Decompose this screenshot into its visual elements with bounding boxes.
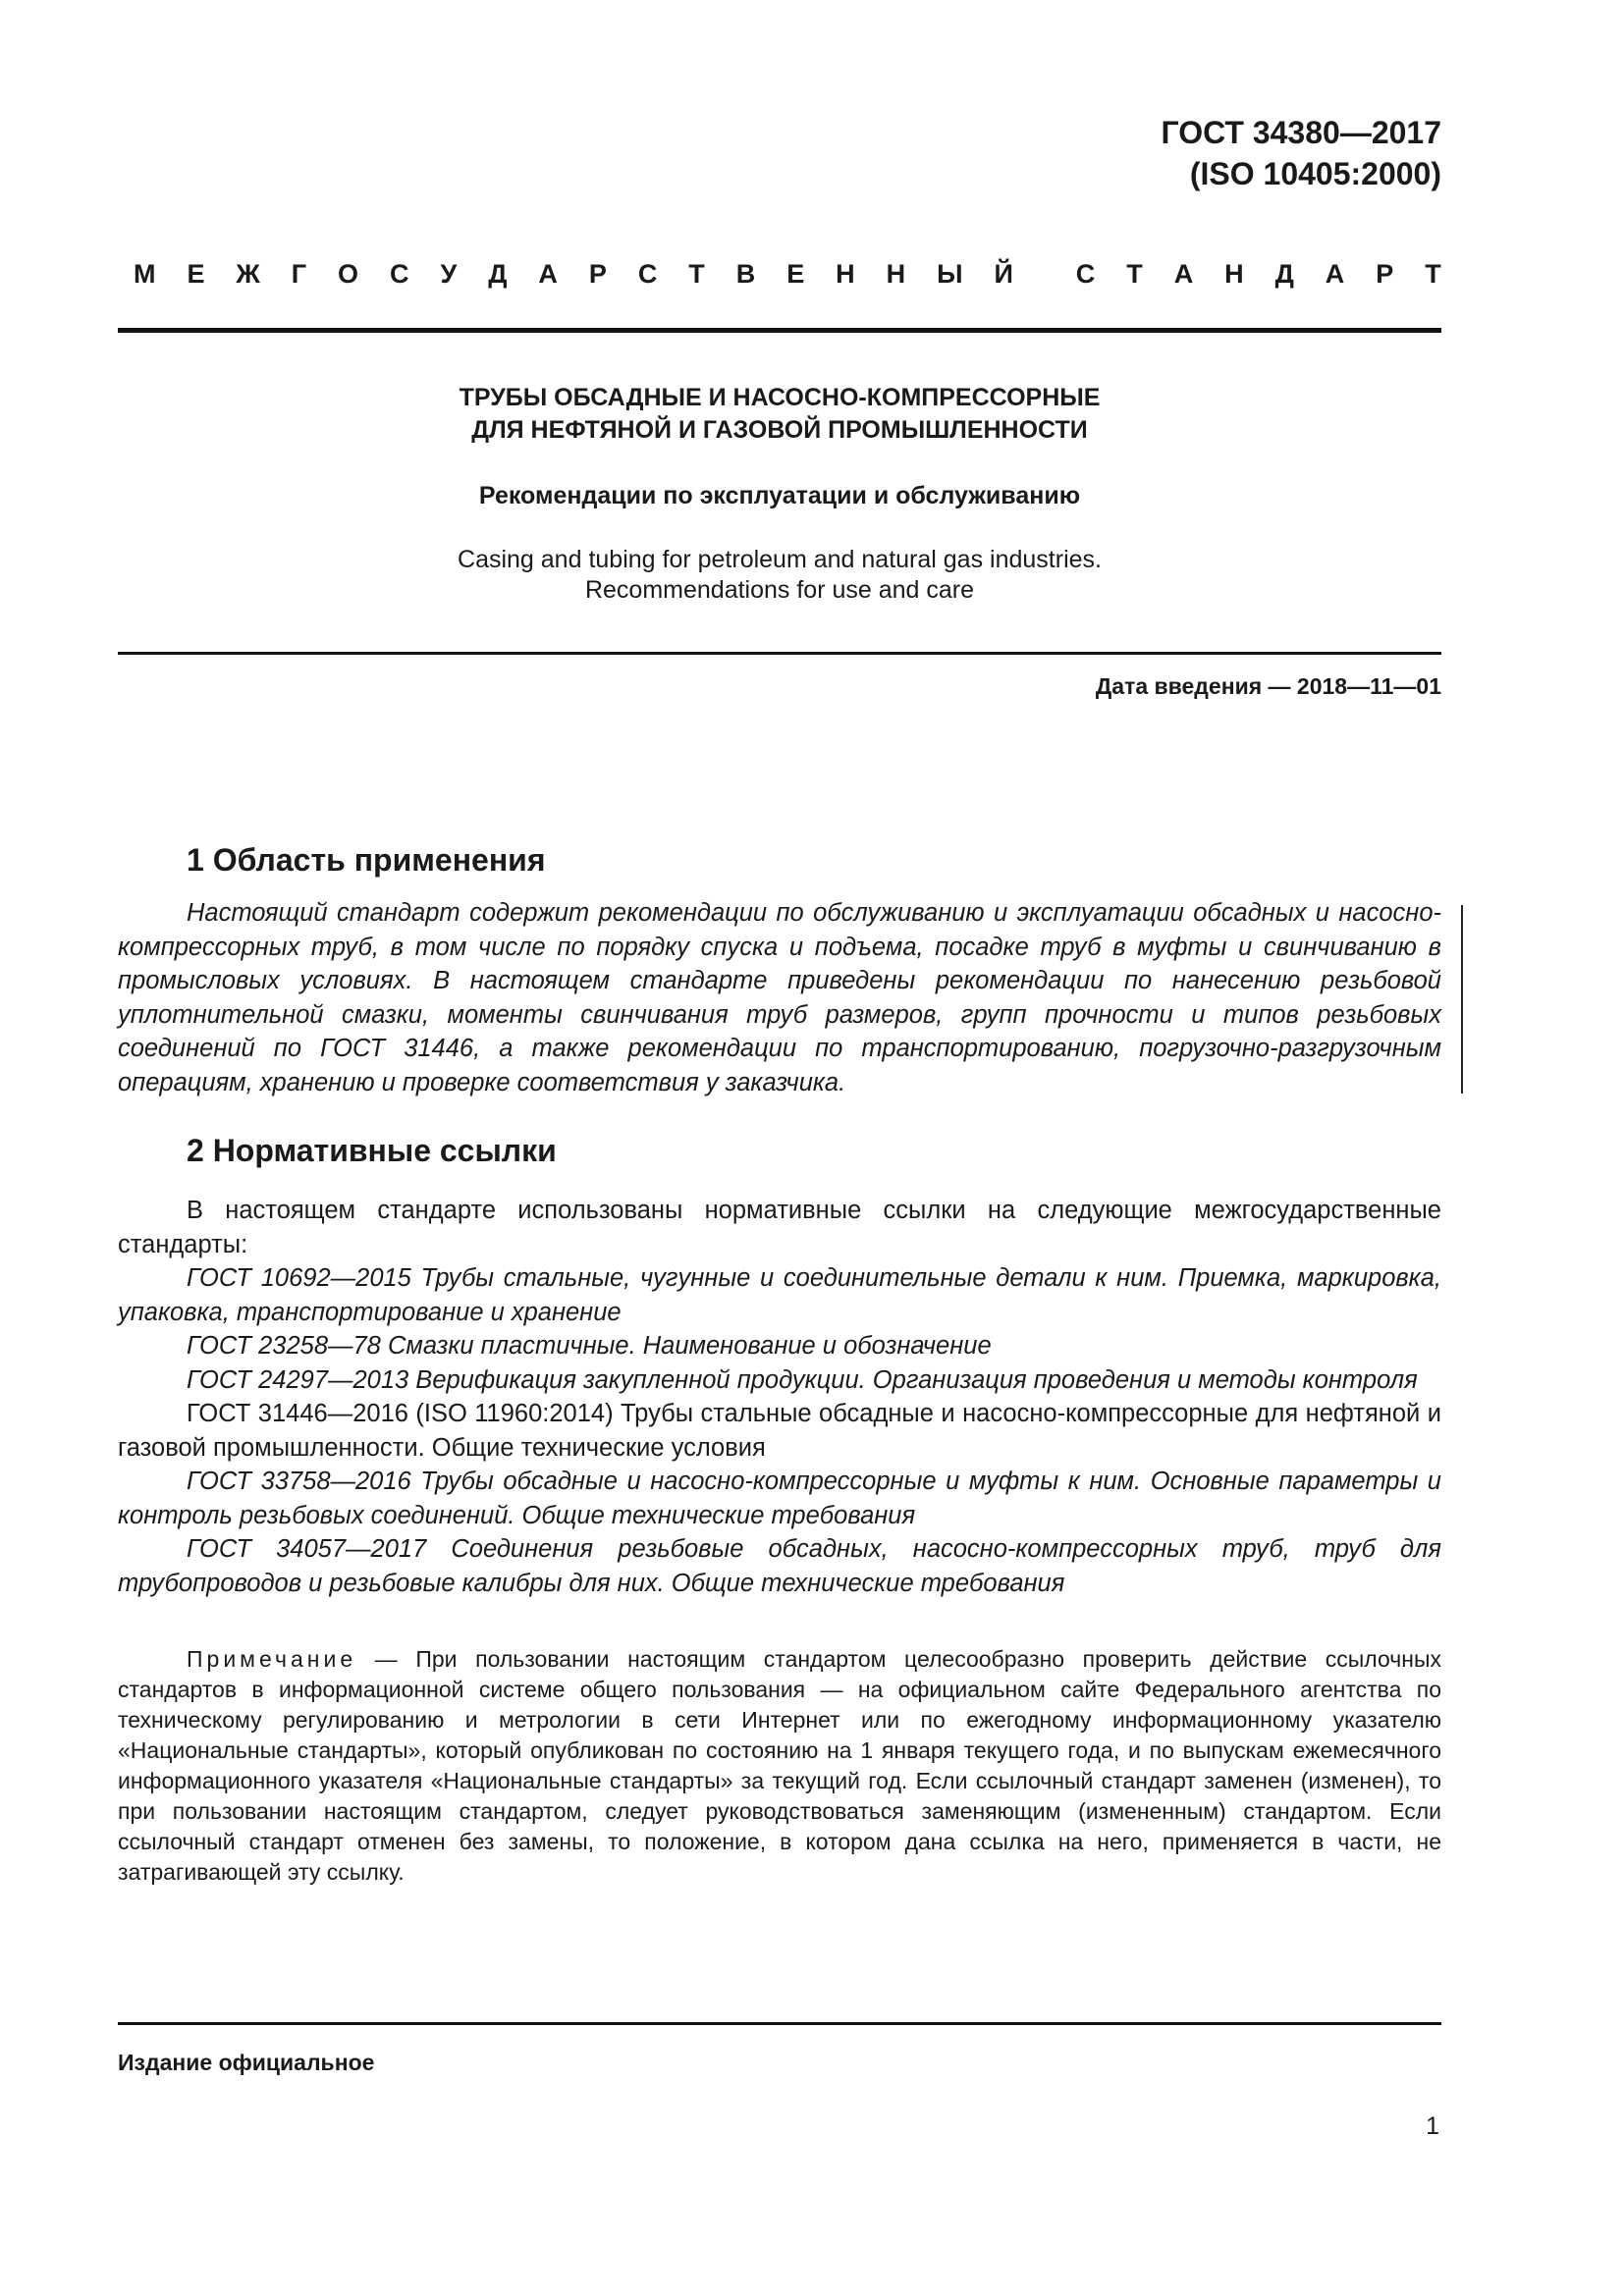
banner-letter: Ж <box>236 259 260 289</box>
title-ru-line2: ДЛЯ НЕФТЯНОЙ И ГАЗОВОЙ ПРОМЫШЛЕННОСТИ <box>471 416 1088 444</box>
interstate-standard-banner <box>134 259 1441 290</box>
banner-letter: Е <box>187 259 205 289</box>
banner-letter: М <box>134 259 156 289</box>
gost-number: ГОСТ 34380—2017 <box>1161 115 1441 150</box>
title-divider <box>118 652 1441 655</box>
note-label: Примечание <box>187 1646 357 1672</box>
iso-number: (ISO 10405:2000) <box>1189 156 1441 191</box>
banner-letter: Т <box>1126 259 1143 289</box>
banner-letter: У <box>440 259 458 289</box>
page-number: 1 <box>1426 2112 1439 2140</box>
banner-letter: Т <box>1425 259 1441 289</box>
section1-paragraph: Настоящий стандарт содержит рекомендации по обслуживанию и эксплуатации обсадных и насосно-компрессорных труб, в том числе по порядку спуска и подъема, посадке труб в муфты и свинчиванию в промысловых условиях. В настоящем стандарте приведены рекомендации по нанесению резьбовой уплотнительной смазки, моменты свинчивания труб размеров, групп прочности и типов резьбовых соединений по ГОСТ 31446, а также рекомендации по транспортированию, погрузочно-разгрузочным операциям, хранению и проверке соответствия у заказчика. <box>118 899 1441 1096</box>
banner-letter: Н <box>1224 259 1244 289</box>
subtitle-ru: Рекомендации по эксплуатации и обслуживанию <box>478 482 1081 509</box>
banner-letter: Ы <box>937 259 963 289</box>
banner-letter: С <box>390 259 409 289</box>
ref-item: ГОСТ 33758—2016 Трубы обсадные и насосно-компрессорные и муфты к ним. Основные параметры и контроль резьбовых соединений. Общие технические требования <box>118 1468 1441 1529</box>
section2-heading: 2 Нормативные ссылки <box>187 1133 557 1168</box>
section1-body <box>118 896 1441 1099</box>
note-text: — При пользовании настоящим стандартом целесообразно проверить действие ссылочных стандартов в информационной системе общего пользования — на официальном сайте Федерального агентства по техническому регулированию и метрологии в сети Интернет или по ежегодному информационному указателю «Национальные стандарты», который опубликован по состоянию на 1 января текущего года, и по выпускам ежемесячного информационного указателя «Национальные стандарты» за текущий год. Если ссылочный стандарт заменен (изменен), то при пользовании настоящим стандартом, следует руководствоваться заменяющим (измененным) стандартом. Если ссылочный стандарт отменен без замены, то положение, в котором дана ссылка на него, применяется в части, не затрагивающей эту ссылку. <box>118 1646 1441 1885</box>
note-block <box>118 1644 1441 1888</box>
banner-letter: А <box>1325 259 1345 289</box>
banner-letter: Й <box>994 259 1013 289</box>
title-ru <box>118 382 1441 447</box>
banner-letter: Н <box>836 259 855 289</box>
section1-heading: 1 Область применения <box>187 842 546 878</box>
ref-item: ГОСТ 31446—2016 (ISO 11960:2014) Трубы стальные обсадные и насосно-компрессорные для нефтяной и газовой промышленности. Общие технические условия <box>118 1400 1441 1462</box>
banner-letter: Н <box>886 259 906 289</box>
title-en-line1: Casing and tubing for petroleum and natural gas industries. <box>458 546 1102 573</box>
title-en-line2: Recommendations for use and care <box>584 576 975 604</box>
banner-letter: А <box>1173 259 1194 289</box>
note-paragraph <box>118 1644 1441 1888</box>
introduction-date: Дата введения — 2018—11—01 <box>1095 673 1441 699</box>
banner-letter: О <box>338 259 359 289</box>
banner-letter: С <box>637 259 658 289</box>
ref-item: ГОСТ 10692—2015 Трубы стальные, чугунные и соединительные детали к ним. Приемка, маркировка, упаковка, транспортирование и хранение <box>118 1264 1441 1326</box>
ref-item: ГОСТ 23258—78 Смазки пластичные. Наименование и обозначение <box>187 1332 992 1360</box>
banner-letter: С <box>1075 259 1096 289</box>
banner-letter: Е <box>786 259 805 289</box>
section2-body <box>118 1194 1441 1600</box>
footer-divider <box>118 2022 1441 2025</box>
banner-letter: Д <box>488 259 508 289</box>
standard-number <box>1161 112 1441 194</box>
official-edition: Издание официальное <box>118 2050 375 2075</box>
banner-letter: Р <box>588 259 607 289</box>
ref-item: ГОСТ 24297—2013 Верификация закупленной продукции. Организация проведения и методы контроля <box>187 1365 1418 1394</box>
title-en <box>118 545 1441 606</box>
change-bar <box>1461 905 1463 1094</box>
banner-letter: В <box>735 259 756 289</box>
banner-letter: Т <box>688 259 705 289</box>
banner-letter: Р <box>1376 259 1394 289</box>
title-ru-line1: ТРУБЫ ОБСАДНЫЕ И НАСОСНО-КОМПРЕССОРНЫЕ <box>459 384 1101 411</box>
top-thick-divider <box>118 328 1441 333</box>
section2-intro: В настоящем стандарте использованы нормативные ссылки на следующие межгосударственные стандарты: <box>118 1197 1441 1258</box>
banner-letter: А <box>538 259 558 289</box>
banner-letter: Д <box>1274 259 1294 289</box>
banner-letter: Г <box>291 259 307 289</box>
ref-item: ГОСТ 34057—2017 Соединения резьбовые обсадных, насосно-компрессорных труб, труб для трубопроводов и резьбовые калибры для них. Общие технические требования <box>118 1535 1441 1597</box>
